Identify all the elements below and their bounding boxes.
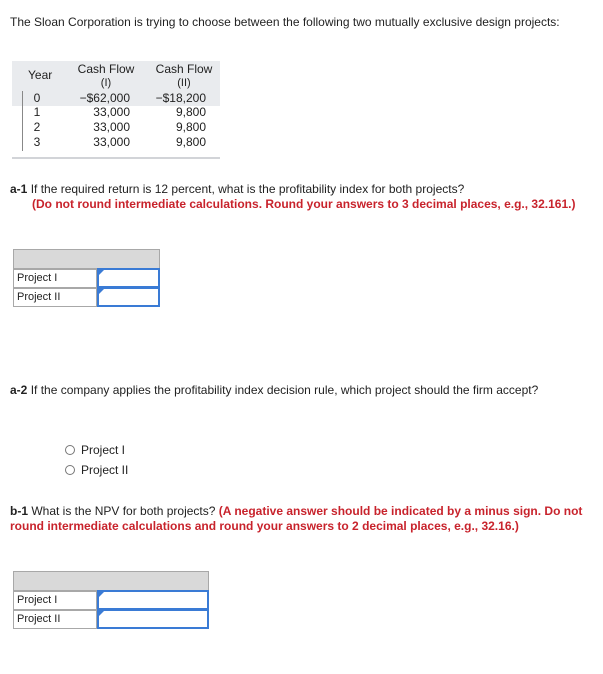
question-b1 xyxy=(10,504,595,534)
year-column-divider xyxy=(22,91,23,151)
b1-row-project-1-label: Project I xyxy=(13,591,97,610)
cf1-cell: 33,000 xyxy=(93,135,130,149)
input-flag-icon xyxy=(98,611,104,617)
cash-flow-1-subheader: (I) xyxy=(100,77,112,89)
year-cell: 2 xyxy=(33,120,41,134)
cf1-cell: −$62,000 xyxy=(79,91,130,105)
question-a1-text: If the required return is 12 percent, what is the profitability index for both projects? xyxy=(30,182,465,196)
cash-flow-2-subheader: (II) xyxy=(177,77,191,89)
question-b1-hint: (A negative answer should be indicated by a minus sign. Do not round intermediate calculations and round your answers to 2 decimal places, e.g., 32.16.) xyxy=(10,504,583,533)
cf2-cell: 9,800 xyxy=(175,135,206,149)
question-b1-label: b-1 xyxy=(10,504,28,518)
year-cell: 1 xyxy=(33,105,41,119)
question-a2 xyxy=(10,383,595,398)
input-flag-icon xyxy=(98,289,104,295)
b1-row-project-2-label: Project II xyxy=(13,610,97,629)
input-flag-icon xyxy=(98,270,104,276)
cf2-cell: −$18,200 xyxy=(155,91,206,105)
year-cell: 3 xyxy=(33,135,41,149)
question-a2-text: If the company applies the profitability index decision rule, which project should the firm accept? xyxy=(30,383,539,397)
question-b1-text: What is the NPV for both projects? xyxy=(31,504,216,518)
a1-project-1-input[interactable] xyxy=(97,268,160,288)
cash-flow-table-bottom-border xyxy=(12,157,220,159)
b1-answer-table-header xyxy=(13,571,209,591)
cf2-cell: 9,800 xyxy=(175,105,206,119)
b1-project-2-input[interactable] xyxy=(97,609,209,629)
a1-answer-table-header xyxy=(13,249,160,269)
cash-flow-2-header: Cash Flow xyxy=(155,62,213,76)
a2-option-project-1[interactable] xyxy=(65,443,125,457)
question-a1-hint: (Do not round intermediate calculations. Round your answers to 3 decimal places, e.g., 32.161.) xyxy=(32,197,576,211)
cash-flow-1-header: Cash Flow xyxy=(77,62,135,76)
cf2-cell: 9,800 xyxy=(175,120,206,134)
b1-project-1-input[interactable] xyxy=(97,590,209,610)
problem-intro: The Sloan Corporation is trying to choose between the following two mutually exclusive design projects: xyxy=(10,15,560,29)
a1-row-project-1-label: Project I xyxy=(13,269,97,288)
a1-project-2-input[interactable] xyxy=(97,287,160,307)
input-flag-icon xyxy=(98,592,104,598)
cf1-cell: 33,000 xyxy=(93,105,130,119)
a2-option-label[interactable]: Project II xyxy=(81,463,129,477)
question-a2-label: a-2 xyxy=(10,383,28,397)
question-a1 xyxy=(10,182,595,212)
radio-button[interactable] xyxy=(65,465,75,475)
cf1-cell: 33,000 xyxy=(93,120,130,134)
question-a1-label: a-1 xyxy=(10,182,28,196)
a2-option-label[interactable]: Project I xyxy=(81,443,126,457)
radio-button[interactable] xyxy=(65,445,75,455)
a1-row-project-2-label: Project II xyxy=(13,288,97,307)
year-cell: 0 xyxy=(33,91,41,105)
a2-option-project-2[interactable] xyxy=(65,463,128,477)
year-header: Year xyxy=(28,68,53,82)
